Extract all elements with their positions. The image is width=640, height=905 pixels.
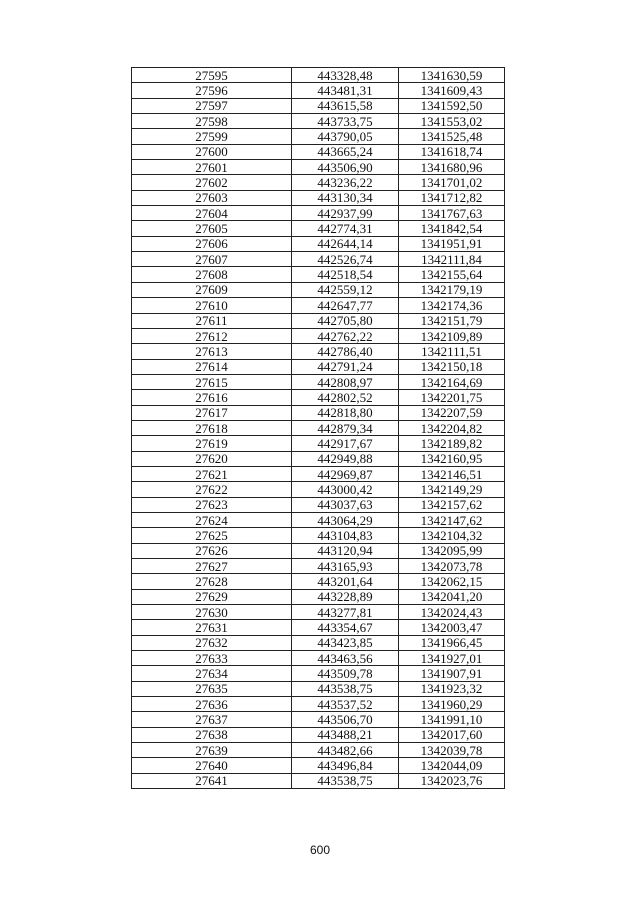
y-coordinate-cell: 1341680,96: [399, 160, 505, 175]
point-number-cell: 27617: [132, 405, 292, 420]
table-row: [132, 313, 505, 328]
y-coordinate-cell: 1342109,89: [399, 328, 505, 343]
y-coordinate-cell: 1341712,82: [399, 190, 505, 205]
x-coordinate-cell: 442802,52: [292, 390, 399, 405]
point-number-cell: 27631: [132, 620, 292, 635]
point-number-cell: 27595: [132, 68, 292, 83]
x-coordinate-cell: 442786,40: [292, 344, 399, 359]
x-coordinate-cell: 443665,24: [292, 144, 399, 159]
x-coordinate-cell: 443064,29: [292, 512, 399, 527]
x-coordinate-cell: 442518,54: [292, 267, 399, 282]
table-row: [132, 420, 505, 435]
table-row: [132, 466, 505, 481]
table-row: [132, 635, 505, 650]
x-coordinate-cell: 443509,78: [292, 666, 399, 681]
y-coordinate-cell: 1341609,43: [399, 83, 505, 98]
y-coordinate-cell: 1341767,63: [399, 206, 505, 221]
x-coordinate-cell: 443000,42: [292, 482, 399, 497]
y-coordinate-cell: 1342039,78: [399, 743, 505, 758]
y-coordinate-cell: 1342189,82: [399, 436, 505, 451]
table-row: [132, 727, 505, 742]
x-coordinate-cell: 443482,66: [292, 743, 399, 758]
point-number-cell: 27629: [132, 589, 292, 604]
table-row: [132, 451, 505, 466]
point-number-cell: 27599: [132, 129, 292, 144]
table-row: [132, 589, 505, 604]
table-row: [132, 773, 505, 788]
y-coordinate-cell: 1341842,54: [399, 221, 505, 236]
point-number-cell: 27604: [132, 206, 292, 221]
y-coordinate-cell: 1342179,19: [399, 282, 505, 297]
table-row: [132, 574, 505, 589]
table-row: [132, 559, 505, 574]
table-row: [132, 98, 505, 113]
y-coordinate-cell: 1341991,10: [399, 712, 505, 727]
x-coordinate-cell: 443496,84: [292, 758, 399, 773]
point-number-cell: 27633: [132, 651, 292, 666]
point-number-cell: 27608: [132, 267, 292, 282]
point-number-cell: 27598: [132, 114, 292, 129]
table-row: [132, 497, 505, 512]
table-row: [132, 758, 505, 773]
y-coordinate-cell: 1342151,79: [399, 313, 505, 328]
y-coordinate-cell: 1341701,02: [399, 175, 505, 190]
x-coordinate-cell: 442791,24: [292, 359, 399, 374]
y-coordinate-cell: 1342095,99: [399, 543, 505, 558]
point-number-cell: 27603: [132, 190, 292, 205]
x-coordinate-cell: 443538,75: [292, 773, 399, 788]
y-coordinate-cell: 1341525,48: [399, 129, 505, 144]
table-row: [132, 144, 505, 159]
x-coordinate-cell: 442774,31: [292, 221, 399, 236]
table-row: [132, 221, 505, 236]
table-row: [132, 712, 505, 727]
point-number-cell: 27618: [132, 420, 292, 435]
point-number-cell: 27622: [132, 482, 292, 497]
y-coordinate-cell: 1342003,47: [399, 620, 505, 635]
table-row: [132, 236, 505, 251]
y-coordinate-cell: 1342073,78: [399, 559, 505, 574]
y-coordinate-cell: 1342104,32: [399, 528, 505, 543]
coordinates-table: [131, 67, 505, 789]
y-coordinate-cell: 1341630,59: [399, 68, 505, 83]
table-row: [132, 129, 505, 144]
point-number-cell: 27607: [132, 252, 292, 267]
x-coordinate-cell: 443037,63: [292, 497, 399, 512]
y-coordinate-cell: 1341927,01: [399, 651, 505, 666]
table-row: [132, 114, 505, 129]
point-number-cell: 27627: [132, 559, 292, 574]
x-coordinate-cell: 443130,34: [292, 190, 399, 205]
point-number-cell: 27623: [132, 497, 292, 512]
x-coordinate-cell: 442559,12: [292, 282, 399, 297]
x-coordinate-cell: 442917,67: [292, 436, 399, 451]
y-coordinate-cell: 1342150,18: [399, 359, 505, 374]
point-number-cell: 27621: [132, 466, 292, 481]
y-coordinate-cell: 1342111,84: [399, 252, 505, 267]
x-coordinate-cell: 443481,31: [292, 83, 399, 98]
y-coordinate-cell: 1341907,91: [399, 666, 505, 681]
x-coordinate-cell: 442949,88: [292, 451, 399, 466]
x-coordinate-cell: 442644,14: [292, 236, 399, 251]
point-number-cell: 27605: [132, 221, 292, 236]
point-number-cell: 27634: [132, 666, 292, 681]
y-coordinate-cell: 1341951,91: [399, 236, 505, 251]
table-row: [132, 651, 505, 666]
x-coordinate-cell: 443236,22: [292, 175, 399, 190]
table-row: [132, 267, 505, 282]
point-number-cell: 27625: [132, 528, 292, 543]
point-number-cell: 27610: [132, 298, 292, 313]
point-number-cell: 27630: [132, 605, 292, 620]
x-coordinate-cell: 443615,58: [292, 98, 399, 113]
x-coordinate-cell: 443488,21: [292, 727, 399, 742]
table-row: [132, 697, 505, 712]
y-coordinate-cell: 1342147,62: [399, 512, 505, 527]
y-coordinate-cell: 1342146,51: [399, 466, 505, 481]
table-row: [132, 390, 505, 405]
table-row: [132, 543, 505, 558]
y-coordinate-cell: 1342174,36: [399, 298, 505, 313]
table-row: [132, 681, 505, 696]
x-coordinate-cell: 442647,77: [292, 298, 399, 313]
table-row: [132, 344, 505, 359]
table-row: [132, 160, 505, 175]
point-number-cell: 27619: [132, 436, 292, 451]
x-coordinate-cell: 443790,05: [292, 129, 399, 144]
point-number-cell: 27614: [132, 359, 292, 374]
x-coordinate-cell: 442937,99: [292, 206, 399, 221]
point-number-cell: 27602: [132, 175, 292, 190]
x-coordinate-cell: 442808,97: [292, 374, 399, 389]
table-row: [132, 743, 505, 758]
x-coordinate-cell: 443506,90: [292, 160, 399, 175]
page-number: 600: [309, 843, 331, 857]
point-number-cell: 27612: [132, 328, 292, 343]
table-row: [132, 282, 505, 297]
table-row: [132, 83, 505, 98]
table-row: [132, 605, 505, 620]
point-number-cell: 27616: [132, 390, 292, 405]
point-number-cell: 27632: [132, 635, 292, 650]
y-coordinate-cell: 1341960,29: [399, 697, 505, 712]
table-row: [132, 528, 505, 543]
table-row: [132, 190, 505, 205]
y-coordinate-cell: 1341592,50: [399, 98, 505, 113]
x-coordinate-cell: 443328,48: [292, 68, 399, 83]
table-row: [132, 206, 505, 221]
table-row: [132, 620, 505, 635]
table-row: [132, 482, 505, 497]
table-row: [132, 68, 505, 83]
x-coordinate-cell: 443228,89: [292, 589, 399, 604]
y-coordinate-cell: 1342023,76: [399, 773, 505, 788]
x-coordinate-cell: 443165,93: [292, 559, 399, 574]
point-number-cell: 27611: [132, 313, 292, 328]
point-number-cell: 27635: [132, 681, 292, 696]
x-coordinate-cell: 442526,74: [292, 252, 399, 267]
point-number-cell: 27601: [132, 160, 292, 175]
point-number-cell: 27637: [132, 712, 292, 727]
table-row: [132, 298, 505, 313]
x-coordinate-cell: 442818,80: [292, 405, 399, 420]
table-row: [132, 175, 505, 190]
coordinates-table-body: [132, 68, 505, 789]
y-coordinate-cell: 1342155,64: [399, 267, 505, 282]
y-coordinate-cell: 1342017,60: [399, 727, 505, 742]
y-coordinate-cell: 1342111,51: [399, 344, 505, 359]
y-coordinate-cell: 1341923,32: [399, 681, 505, 696]
point-number-cell: 27624: [132, 512, 292, 527]
y-coordinate-cell: 1342204,82: [399, 420, 505, 435]
table-row: [132, 436, 505, 451]
y-coordinate-cell: 1342149,29: [399, 482, 505, 497]
table-row: [132, 359, 505, 374]
x-coordinate-cell: 443423,85: [292, 635, 399, 650]
x-coordinate-cell: 443733,75: [292, 114, 399, 129]
point-number-cell: 27641: [132, 773, 292, 788]
x-coordinate-cell: 443201,64: [292, 574, 399, 589]
x-coordinate-cell: 443506,70: [292, 712, 399, 727]
x-coordinate-cell: 443277,81: [292, 605, 399, 620]
y-coordinate-cell: 1341553,02: [399, 114, 505, 129]
x-coordinate-cell: 443537,52: [292, 697, 399, 712]
x-coordinate-cell: 442705,80: [292, 313, 399, 328]
x-coordinate-cell: 442762,22: [292, 328, 399, 343]
point-number-cell: 27606: [132, 236, 292, 251]
point-number-cell: 27626: [132, 543, 292, 558]
y-coordinate-cell: 1342207,59: [399, 405, 505, 420]
point-number-cell: 27600: [132, 144, 292, 159]
y-coordinate-cell: 1341618,74: [399, 144, 505, 159]
y-coordinate-cell: 1342201,75: [399, 390, 505, 405]
point-number-cell: 27640: [132, 758, 292, 773]
y-coordinate-cell: 1342160,95: [399, 451, 505, 466]
x-coordinate-cell: 443104,83: [292, 528, 399, 543]
point-number-cell: 27609: [132, 282, 292, 297]
y-coordinate-cell: 1342044,09: [399, 758, 505, 773]
y-coordinate-cell: 1341966,45: [399, 635, 505, 650]
y-coordinate-cell: 1342164,69: [399, 374, 505, 389]
table-row: [132, 374, 505, 389]
point-number-cell: 27628: [132, 574, 292, 589]
table-row: [132, 666, 505, 681]
x-coordinate-cell: 443120,94: [292, 543, 399, 558]
table-row: [132, 252, 505, 267]
point-number-cell: 27613: [132, 344, 292, 359]
table-row: [132, 328, 505, 343]
point-number-cell: 27638: [132, 727, 292, 742]
x-coordinate-cell: 443354,67: [292, 620, 399, 635]
x-coordinate-cell: 443538,75: [292, 681, 399, 696]
point-number-cell: 27596: [132, 83, 292, 98]
x-coordinate-cell: 442879,34: [292, 420, 399, 435]
point-number-cell: 27615: [132, 374, 292, 389]
y-coordinate-cell: 1342062,15: [399, 574, 505, 589]
table-row: [132, 512, 505, 527]
point-number-cell: 27620: [132, 451, 292, 466]
x-coordinate-cell: 442969,87: [292, 466, 399, 481]
table-row: [132, 405, 505, 420]
point-number-cell: 27597: [132, 98, 292, 113]
y-coordinate-cell: 1342024,43: [399, 605, 505, 620]
y-coordinate-cell: 1342041,20: [399, 589, 505, 604]
point-number-cell: 27639: [132, 743, 292, 758]
y-coordinate-cell: 1342157,62: [399, 497, 505, 512]
x-coordinate-cell: 443463,56: [292, 651, 399, 666]
point-number-cell: 27636: [132, 697, 292, 712]
